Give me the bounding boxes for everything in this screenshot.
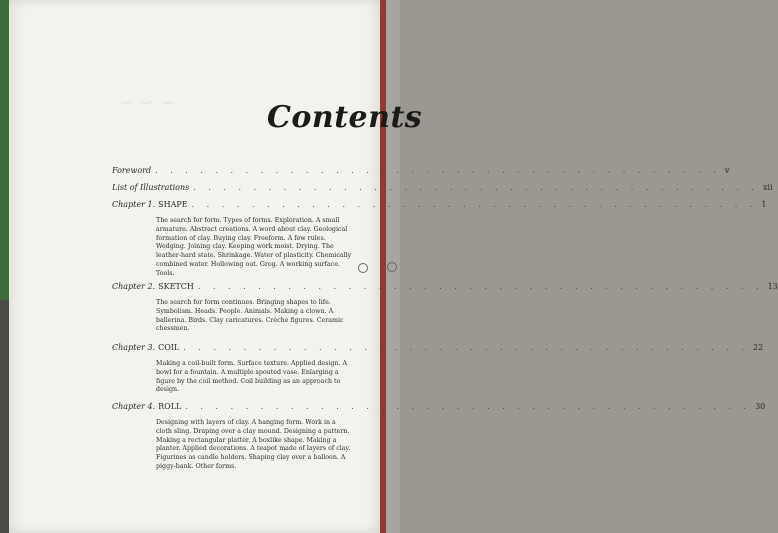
book-cover-edge-dark <box>0 300 9 533</box>
toc-entry-foreword <box>112 166 730 175</box>
toc-page-number: v <box>724 166 730 175</box>
chapter-number: Chapter 1. <box>112 200 156 209</box>
leader-dots: . . . . . . . . . . . . . . . . . . . . . . . . . . . . . . . . . . . . . . <box>197 282 764 291</box>
chapter-title: SKETCH <box>158 282 194 291</box>
toc-label: List of Illustrations <box>112 183 190 192</box>
chapter-number: Chapter 3. <box>112 343 156 352</box>
toc-entry-chapter-1 <box>112 200 767 279</box>
book-cover-edge-green <box>0 0 9 300</box>
leader-dots: . . . . . . . . . . . . . . . . . . . . . . . . . . . . . . . . . . . . . . <box>185 402 752 411</box>
toc-entry-chapter-2 <box>112 282 778 334</box>
chapter-number: Chapter 4. <box>112 402 156 411</box>
leader-dots: . . . . . . . . . . . . . . . . . . . . . . . . . . . . . . . . . . . . . . <box>155 166 721 175</box>
toc-entry-chapter-3 <box>112 343 764 395</box>
show-through-text: ~ ~ ~ <box>119 92 176 113</box>
chapter-description: The search for form. Types of forms. Exploration. A small armature. Abstract creations. A word about clay. Geological formation of clay. Buying clay. Freeform. A few rules. Wedging. Joining clay. Keeping work moist. Drying. The leather-hard state. Shrinkage. Water of plasticity. Chemically combined water. Hollowing out. Grog. A working surface. Tools. <box>156 217 352 277</box>
chapter-number: Chapter 2. <box>112 282 156 291</box>
chapter-description: Making a coil-built form. Surface texture. Applied design. A bowl for a fountain. A multiple spouted vase. Enlarging a figure by the coil method. Coil building as an approach to design. <box>156 360 347 394</box>
leader-dots: . . . . . . . . . . . . . . . . . . . . . . . . . . . . . . . . . . . . . . <box>193 183 759 192</box>
chapter-description: The search for form continues. Bringing shapes to life. Symbolism. Heads. People. Animals. Making a clown. A ballerina. Birds. Clay caricatures. Crèche figures. Ceramic chessmen. <box>156 299 344 333</box>
page-title: Contents <box>267 100 423 135</box>
toc-label: Foreword <box>112 166 152 175</box>
leader-dots: . . . . . . . . . . . . . . . . . . . . . . . . . . . . . . . . . . . . . . <box>191 200 758 209</box>
toc-page-number: 13 <box>767 282 778 291</box>
toc-page-number: xii <box>762 183 773 192</box>
binding-mark-next-page <box>387 262 397 272</box>
toc-entry-list-of-illustrations <box>112 183 773 192</box>
toc-page-number: 22 <box>753 343 764 352</box>
leader-dots: . . . . . . . . . . . . . . . . . . . . . . . . . . . . . . . . . . . . . . <box>183 343 750 352</box>
chapter-title: COIL <box>158 343 180 352</box>
chapter-title: ROLL <box>158 402 182 411</box>
toc-page-number: 1 <box>761 200 767 209</box>
toc-entry-chapter-4 <box>112 402 766 472</box>
book-page <box>9 0 778 533</box>
toc-page-number: 30 <box>755 402 766 411</box>
chapter-title: SHAPE <box>158 200 188 209</box>
binding-mark <box>358 263 368 273</box>
chapter-description: Designing with layers of clay. A hanging form. Work in a cloth sling. Draping over a clay mound. Designing a pattern. Making a rectangular platter. A boxlike shape. Making a planter. Applied decorations. A teapot made of layers of clay. Figurines as candle holders. Shaping clay over a balloon. A piggy-bank. Other forms. <box>156 419 351 470</box>
